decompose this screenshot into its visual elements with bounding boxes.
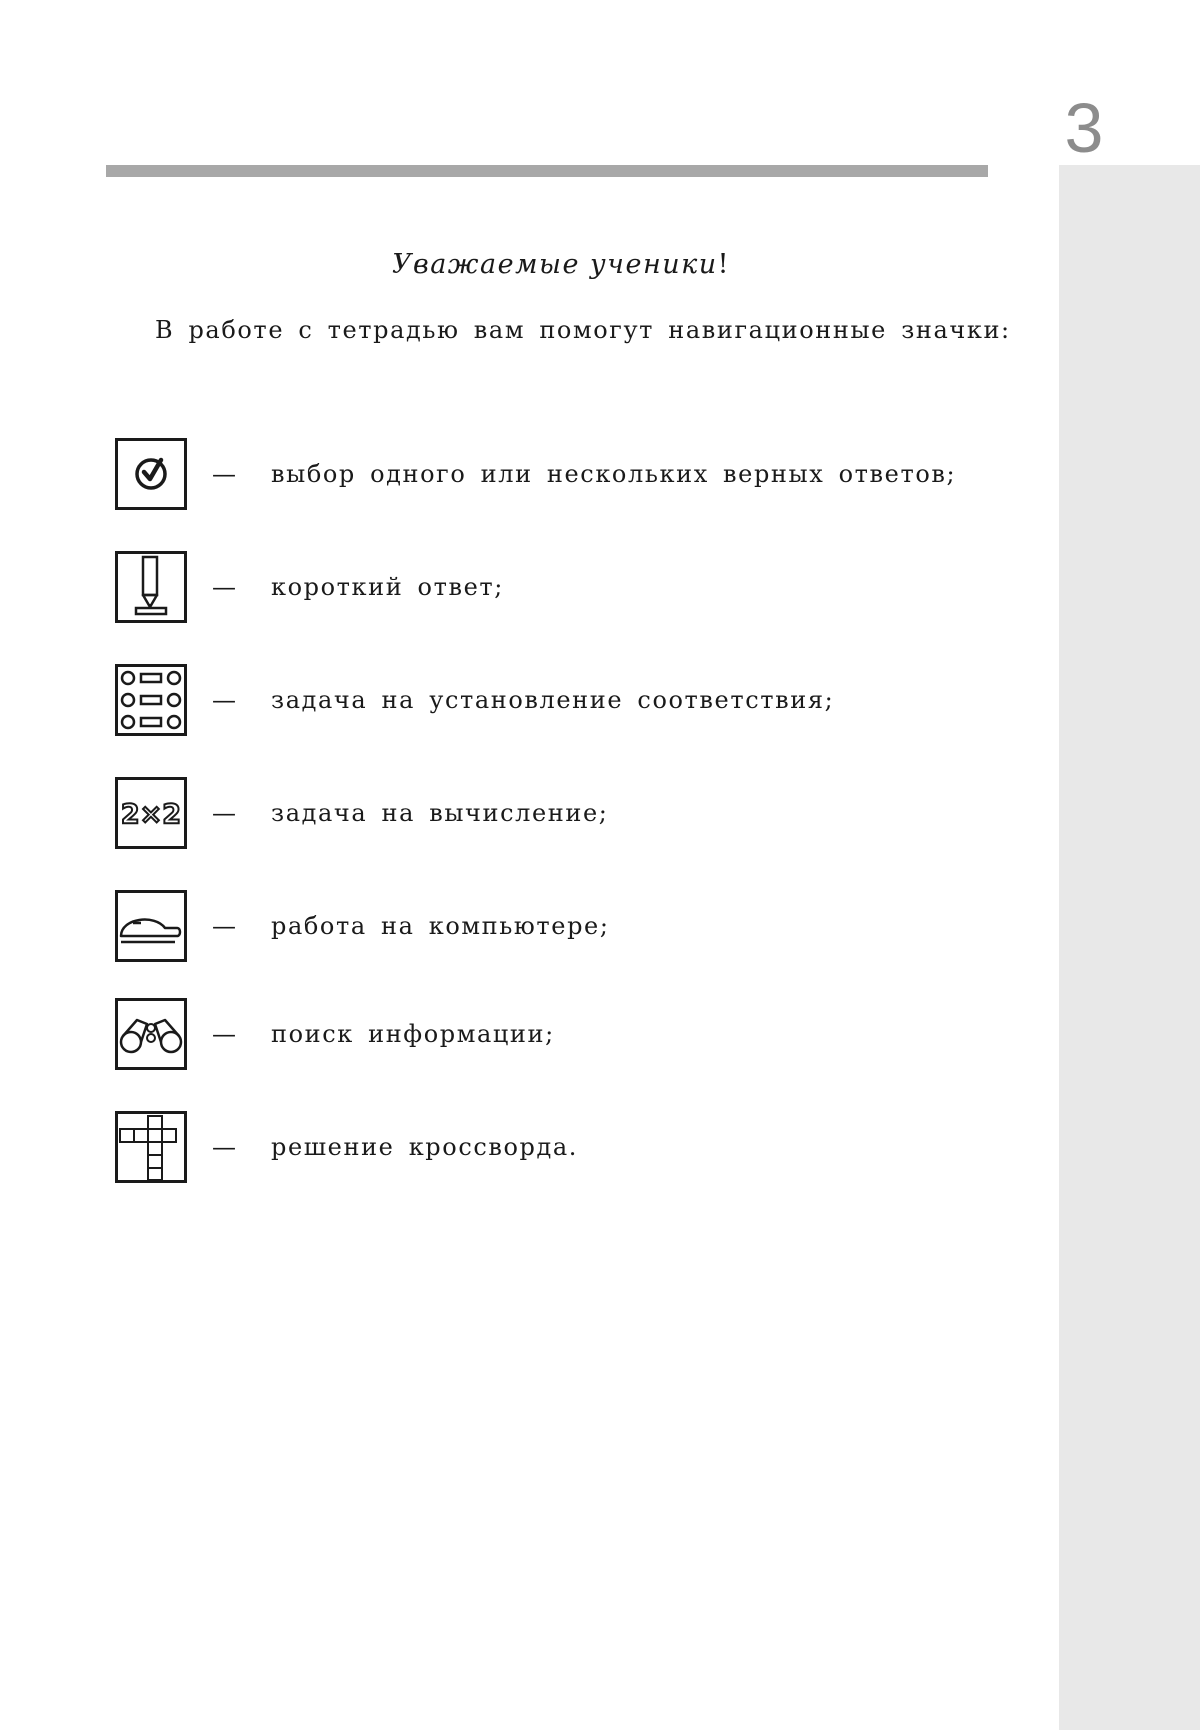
side-margin-band	[1059, 165, 1200, 1730]
greeting-exclamation: !	[717, 249, 730, 280]
legend-label: решение кроссворда.	[271, 1133, 579, 1161]
legend-label: короткий ответ;	[271, 573, 504, 601]
legend-label: выбор одного или нескольких верных ответов;	[271, 460, 957, 488]
legend-row-choice	[115, 438, 1015, 510]
legend-dash: —	[212, 686, 236, 714]
legend-dash: —	[212, 912, 236, 940]
legend-dash: —	[212, 1133, 236, 1161]
binoculars-icon	[115, 998, 187, 1070]
legend-row-short-answer	[115, 551, 1015, 623]
checkmark-circle-icon	[115, 438, 187, 510]
legend-dash: —	[212, 799, 236, 827]
legend-row-calculation	[115, 777, 1015, 849]
greeting-text: Уважаемые ученики	[391, 249, 718, 280]
legend-dash: —	[212, 573, 236, 601]
intro-text: В работе с тетрадью вам помогут навигационные значки:	[155, 316, 1011, 344]
legend-dash: —	[212, 1020, 236, 1048]
legend-dash: —	[212, 460, 236, 488]
legend-row-crossword	[115, 1111, 1015, 1183]
legend-label: задача на вычисление;	[271, 799, 609, 827]
pen-icon	[115, 551, 187, 623]
legend-label: поиск информации;	[271, 1020, 555, 1048]
matching-icon	[115, 664, 187, 736]
page-number: 3	[1064, 89, 1104, 167]
calculation-icon	[115, 777, 187, 849]
legend-row-search	[115, 998, 1015, 1070]
crossword-icon	[115, 1111, 187, 1183]
computer-mouse-icon	[115, 890, 187, 962]
legend-row-matching	[115, 664, 1015, 736]
legend-label: работа на компьютере;	[271, 912, 610, 940]
top-rule	[106, 165, 988, 177]
greeting-heading	[106, 245, 1016, 285]
legend-row-computer	[115, 890, 1015, 962]
legend-label: задача на установление соответствия;	[271, 686, 835, 714]
calculation-icon-text: 2×2	[120, 799, 182, 830]
